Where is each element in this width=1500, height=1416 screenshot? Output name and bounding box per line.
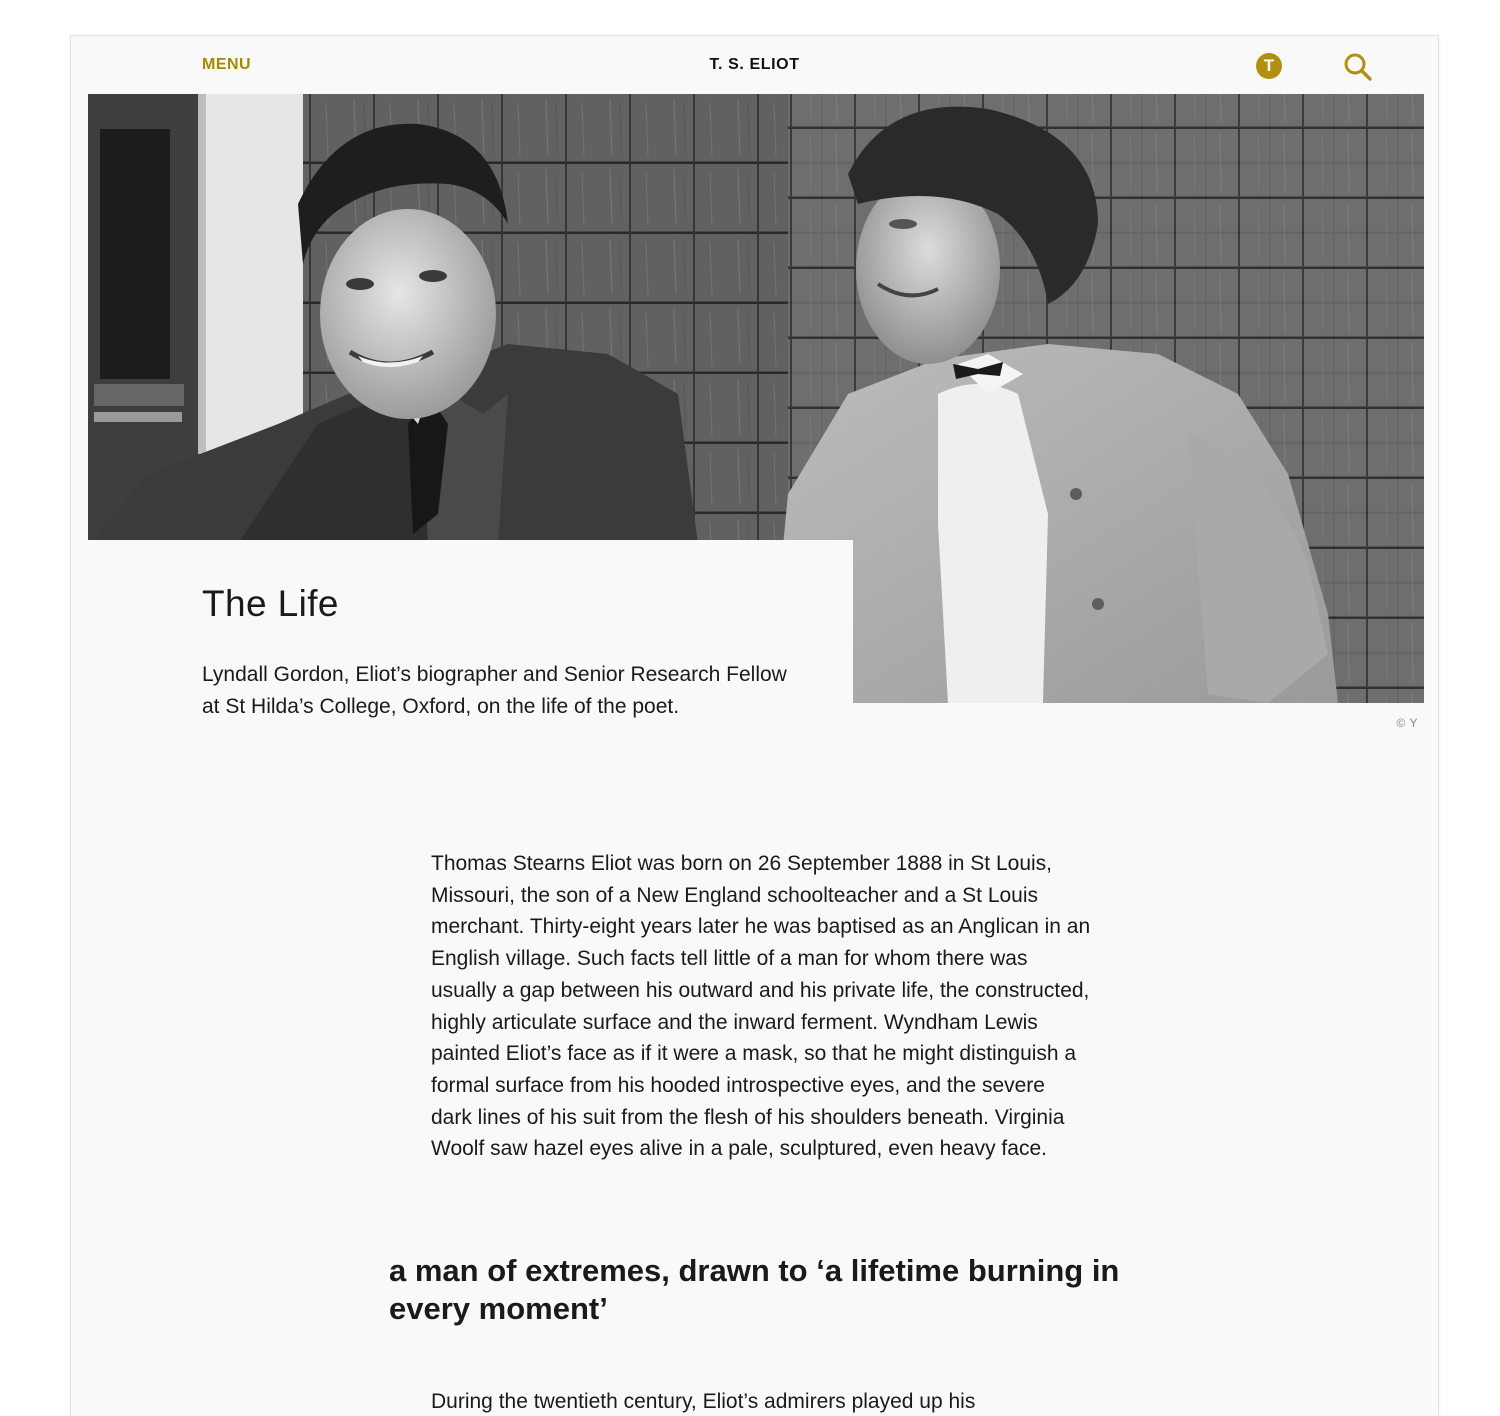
site-title[interactable]: T. S. ELIOT <box>709 56 800 73</box>
brand-badge-icon[interactable]: T <box>1256 53 1282 79</box>
article-standfirst: Lyndall Gordon, Eliot’s biographer and Senior Research Fellow at St Hilda’s College, Oxford, on the life of the poet. <box>202 663 787 718</box>
search-icon <box>1343 52 1373 82</box>
top-bar <box>71 36 1438 94</box>
article-paragraph: Thomas Stearns Eliot was born on 26 September 1888 in St Louis, Missouri, the son of a New England schoolteacher and a St Louis merchant. Thirty-eight years later he was baptised as an Anglican in an English village. Such facts tell little of a man for whom there was usually a gap between his outward and his private life, the constructed, highly articulate surface and the inward ferment. Wyndham Lewis painted Eliot’s face as if it were a mask, so that he might distinguish a formal surface from his hooded introspective eyes, and the severe dark lines of his suit from the flesh of his shoulders beneath. Virginia Woolf saw hazel eyes alive in a pale, sculptured, even heavy face. <box>431 852 1091 1161</box>
photo-credit: © Y <box>1396 716 1418 730</box>
page-title: The Life <box>202 583 339 624</box>
pull-quote: a man of extremes, drawn to ‘a lifetime burning in every moment’ <box>389 1253 1120 1326</box>
article-paragraph-2: During the twentieth century, Eliot’s admirers played up his <box>431 1390 976 1413</box>
search-button[interactable] <box>1343 52 1373 82</box>
page-frame <box>71 36 1438 1416</box>
menu-button[interactable]: MENU <box>202 56 252 73</box>
